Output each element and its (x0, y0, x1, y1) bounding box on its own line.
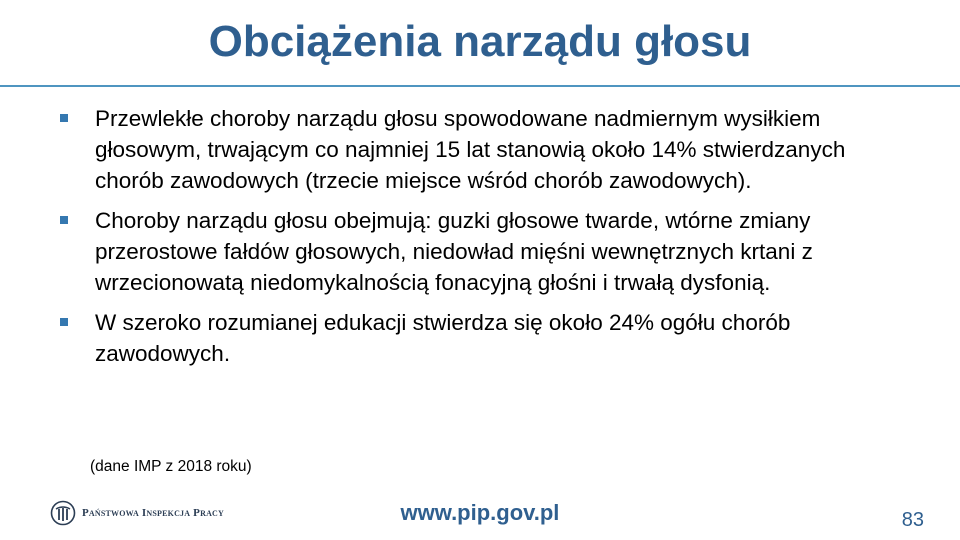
bullet-item (58, 307, 908, 369)
bullet-text: W szeroko rozumianej edukacji stwierdza się około 24% ogółu chorób zawodowych. (95, 310, 791, 366)
logo-text: Państwowa Inspekcja Pracy (82, 507, 225, 519)
title-divider (0, 85, 960, 87)
bullet-text: Choroby narządu głosu obejmują: guzki głosowe twarde, wtórne zmiany przerostowe fałdów głosowych, niedowład mięśni wewnętrznych krtani z wrzecionowatą niedomykalnością fonacyjną głośni i trwałą dysfonią. (95, 208, 813, 295)
source-note: (dane IMP z 2018 roku) (90, 458, 252, 475)
bullet-list (58, 103, 908, 378)
website-link[interactable]: www.pip.gov.pl (400, 500, 560, 525)
bullet-item (58, 205, 908, 298)
bullet-text: Przewlekłe choroby narządu głosu spowodowane nadmiernym wysiłkiem głosowym, trwającym co najmniej 15 lat stanowią około 14% stwierdzanych chorób zawodowych (trzecie miejsce wśród chorób zawodowych). (95, 106, 846, 193)
bullet-item (58, 103, 908, 196)
square-bullet-icon (60, 114, 68, 122)
square-bullet-icon (60, 216, 68, 224)
square-bullet-icon (60, 318, 68, 326)
slide-title: Obciążenia narządu głosu (208, 17, 752, 66)
page-number: 83 (901, 509, 924, 531)
